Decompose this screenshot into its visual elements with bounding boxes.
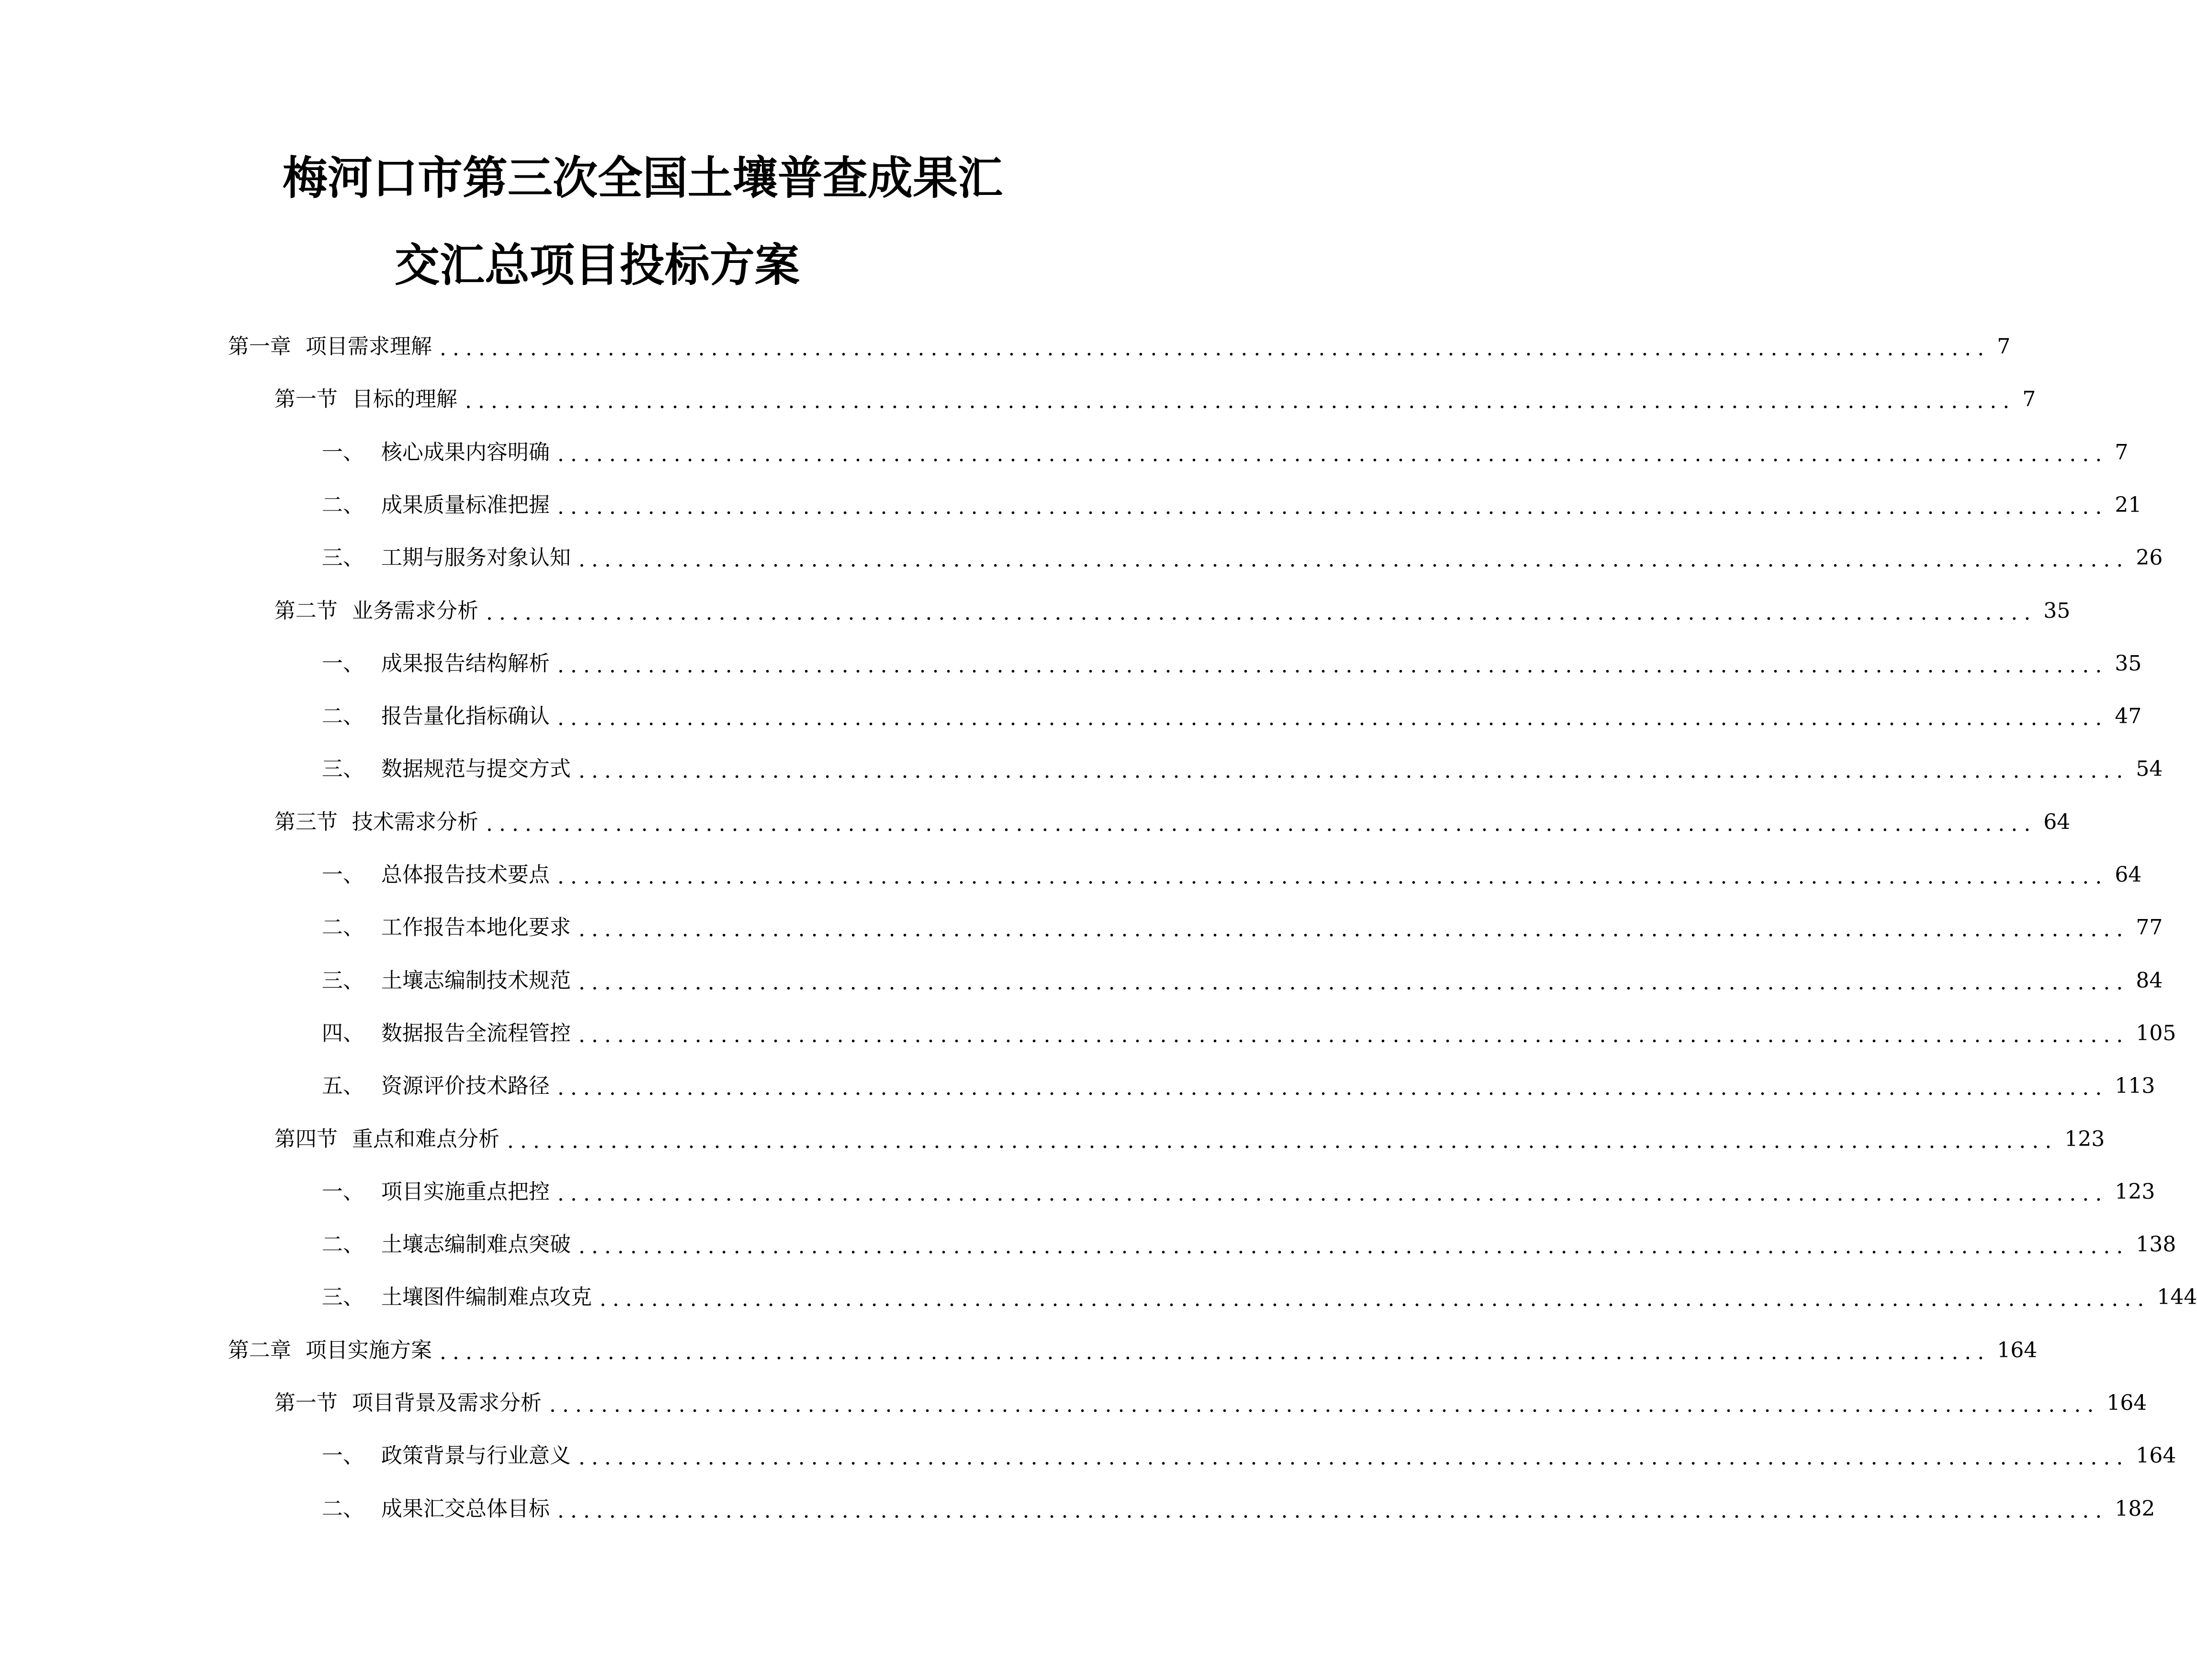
toc-entry-page-number: 138 (2136, 1232, 2176, 1257)
toc-entry-page-number: 113 (2115, 1074, 2155, 1098)
toc-entry[interactable] (322, 1072, 2155, 1101)
toc-entry-label: 政策背景与行业意义 (381, 1443, 571, 1468)
toc-entry-page-number: 54 (2136, 757, 2163, 781)
toc-entry[interactable] (322, 544, 2163, 572)
toc-entry[interactable] (322, 755, 2163, 783)
toc-entry[interactable] (322, 1019, 2176, 1048)
toc-entry-marker: 二、 (322, 915, 364, 940)
toc-entry[interactable] (322, 913, 2163, 942)
toc-entry-label: 资源评价技术路径 (381, 1074, 550, 1098)
toc-entry-marker: 三、 (322, 757, 364, 781)
toc-entry-label: 土壤图件编制难点攻克 (381, 1285, 592, 1309)
toc-entry-marker: 二、 (322, 1232, 364, 1257)
document-title-line-1: 梅河口市第三次全国土壤普查成果汇 (283, 152, 1003, 204)
toc-dot-leader: ........................................................................................................................ (600, 1287, 2151, 1311)
toc-dot-leader: ........................................................................................................................ (557, 442, 2108, 466)
toc-entry-page-number: 7 (1997, 334, 2011, 359)
toc-entry-page-number: 84 (2136, 968, 2163, 993)
toc-entry-marker: 五、 (322, 1074, 364, 1098)
toc-entry-page-number: 123 (2115, 1180, 2155, 1204)
toc-dot-leader: ........................................................................................................................ (549, 1393, 2100, 1417)
toc-entry-page-number: 64 (2043, 810, 2071, 834)
toc-entry-label: 技术需求分析 (352, 810, 478, 834)
toc-entry-page-number: 47 (2115, 704, 2142, 728)
toc-entry-label: 工作报告本地化要求 (381, 915, 571, 940)
toc-entry[interactable] (228, 1336, 2038, 1365)
toc-entry-label: 工期与服务对象认知 (381, 545, 571, 570)
toc-dot-leader: ........................................................................................................................ (557, 864, 2108, 889)
toc-entry-page-number: 164 (2136, 1443, 2176, 1468)
toc-entry-page-number: 164 (2106, 1391, 2147, 1415)
toc-entry-label: 项目需求理解 (306, 334, 432, 359)
toc-dot-leader: ........................................................................................................................ (578, 1234, 2129, 1259)
toc-entry[interactable] (274, 808, 2071, 837)
toc-dot-leader: ........................................................................................................................ (578, 547, 2129, 572)
toc-entry-page-number: 35 (2043, 599, 2071, 623)
toc-entry[interactable] (322, 966, 2163, 995)
toc-dot-leader: ........................................................................................................................ (578, 759, 2129, 783)
toc-entry-label: 报告量化指标确认 (381, 704, 550, 728)
toc-entry-marker: 二、 (322, 493, 364, 517)
toc-entry-label: 土壤志编制技术规范 (381, 968, 571, 993)
toc-entry-page-number: 182 (2115, 1497, 2155, 1521)
toc-dot-leader: ........................................................................................................................ (440, 1340, 1991, 1364)
toc-dot-leader: ........................................................................................................................ (578, 970, 2129, 995)
toc-entry-marker: 第二章 (228, 1338, 291, 1362)
toc-entry-label: 重点和难点分析 (352, 1127, 499, 1151)
toc-entry[interactable] (274, 385, 2036, 414)
toc-entry-page-number: 144 (2157, 1285, 2197, 1309)
toc-entry-marker: 第一章 (228, 334, 291, 359)
toc-entry-marker: 第三节 (274, 810, 338, 834)
toc-entry-page-number: 21 (2115, 493, 2142, 517)
toc-entry-page-number: 77 (2136, 915, 2163, 940)
toc-entry-label: 成果报告结构解析 (381, 651, 550, 676)
toc-entry-label: 核心成果内容明确 (381, 440, 550, 465)
toc-entry-label: 成果汇交总体目标 (381, 1497, 550, 1521)
toc-dot-leader: ........................................................................................................................ (440, 336, 1991, 361)
toc-dot-leader: ........................................................................................................................ (578, 917, 2129, 942)
toc-entry-label: 总体报告技术要点 (381, 863, 550, 887)
toc-entry-page-number: 64 (2115, 863, 2142, 887)
toc-entry-label: 目标的理解 (352, 387, 457, 411)
toc-entry-label: 土壤志编制难点突破 (381, 1232, 571, 1257)
toc-entry-page-number: 105 (2136, 1021, 2176, 1045)
toc-entry-page-number: 123 (2064, 1127, 2105, 1151)
toc-entry-marker: 四、 (322, 1021, 364, 1045)
toc-entry-marker: 一、 (322, 1180, 364, 1204)
toc-entry[interactable] (322, 1495, 2155, 1523)
toc-entry-marker: 二、 (322, 704, 364, 728)
toc-dot-leader: ........................................................................................................................ (578, 1023, 2129, 1047)
toc-entry[interactable] (322, 861, 2142, 889)
toc-entry[interactable] (274, 1125, 2105, 1154)
toc-entry-label: 项目实施重点把控 (381, 1180, 550, 1204)
toc-entry-page-number: 35 (2115, 651, 2142, 676)
toc-entry[interactable] (322, 1442, 2176, 1470)
toc-entry[interactable] (322, 1283, 2197, 1312)
toc-entry-page-number: 7 (2022, 387, 2036, 411)
toc-entry-page-number: 164 (1997, 1338, 2038, 1362)
toc-entry[interactable] (322, 438, 2129, 467)
toc-entry-marker: 第四节 (274, 1127, 338, 1151)
toc-dot-leader: ........................................................................................................................ (557, 1498, 2108, 1523)
toc-dot-leader: ........................................................................................................................ (486, 601, 2037, 625)
toc-dot-leader: ........................................................................................................................ (557, 1076, 2108, 1100)
toc-dot-leader: ........................................................................................................................ (557, 653, 2108, 678)
toc-entry[interactable] (322, 702, 2142, 731)
toc-entry-marker: 一、 (322, 440, 364, 465)
toc-dot-leader: ........................................................................................................................ (507, 1129, 2058, 1153)
toc-entry[interactable] (322, 491, 2142, 520)
toc-entry-label: 成果质量标准把握 (381, 493, 550, 517)
toc-entry-page-number: 7 (2115, 440, 2129, 465)
toc-dot-leader: ........................................................................................................................ (578, 1445, 2129, 1470)
toc-dot-leader: ........................................................................................................................ (557, 495, 2108, 519)
toc-entry[interactable] (322, 1178, 2155, 1206)
toc-entry-marker: 一、 (322, 863, 364, 887)
toc-entry-label: 数据报告全流程管控 (381, 1021, 571, 1045)
toc-entry-marker: 一、 (322, 1443, 364, 1468)
toc-entry-marker: 三、 (322, 545, 364, 570)
toc-entry-marker: 一、 (322, 651, 364, 676)
toc-entry[interactable] (274, 1389, 2147, 1418)
toc-entry-marker: 第一节 (274, 1391, 338, 1415)
toc-entry-marker: 三、 (322, 1285, 364, 1309)
toc-dot-leader: ........................................................................................................................ (465, 389, 2016, 413)
toc-entry-label: 项目实施方案 (306, 1338, 432, 1362)
toc-dot-leader: ........................................................................................................................ (557, 706, 2108, 730)
toc-entry-label: 业务需求分析 (352, 599, 478, 623)
toc-entry-marker: 第一节 (274, 387, 338, 411)
toc-entry-marker: 三、 (322, 968, 364, 993)
toc-entry[interactable] (322, 1230, 2176, 1259)
toc-entry-marker: 第二节 (274, 599, 338, 623)
toc-entry[interactable] (274, 597, 2071, 625)
toc-entry-marker: 二、 (322, 1497, 364, 1521)
toc-dot-leader: ........................................................................................................................ (486, 812, 2037, 836)
toc-entry[interactable] (228, 332, 2011, 361)
toc-dot-leader: ........................................................................................................................ (557, 1181, 2108, 1206)
document-title-line-2: 交汇总项目投标方案 (395, 239, 800, 292)
toc-entry-label: 数据规范与提交方式 (381, 757, 571, 781)
toc-entry[interactable] (322, 649, 2142, 678)
toc-entry-label: 项目背景及需求分析 (352, 1391, 542, 1415)
toc-entry-page-number: 26 (2136, 545, 2163, 570)
